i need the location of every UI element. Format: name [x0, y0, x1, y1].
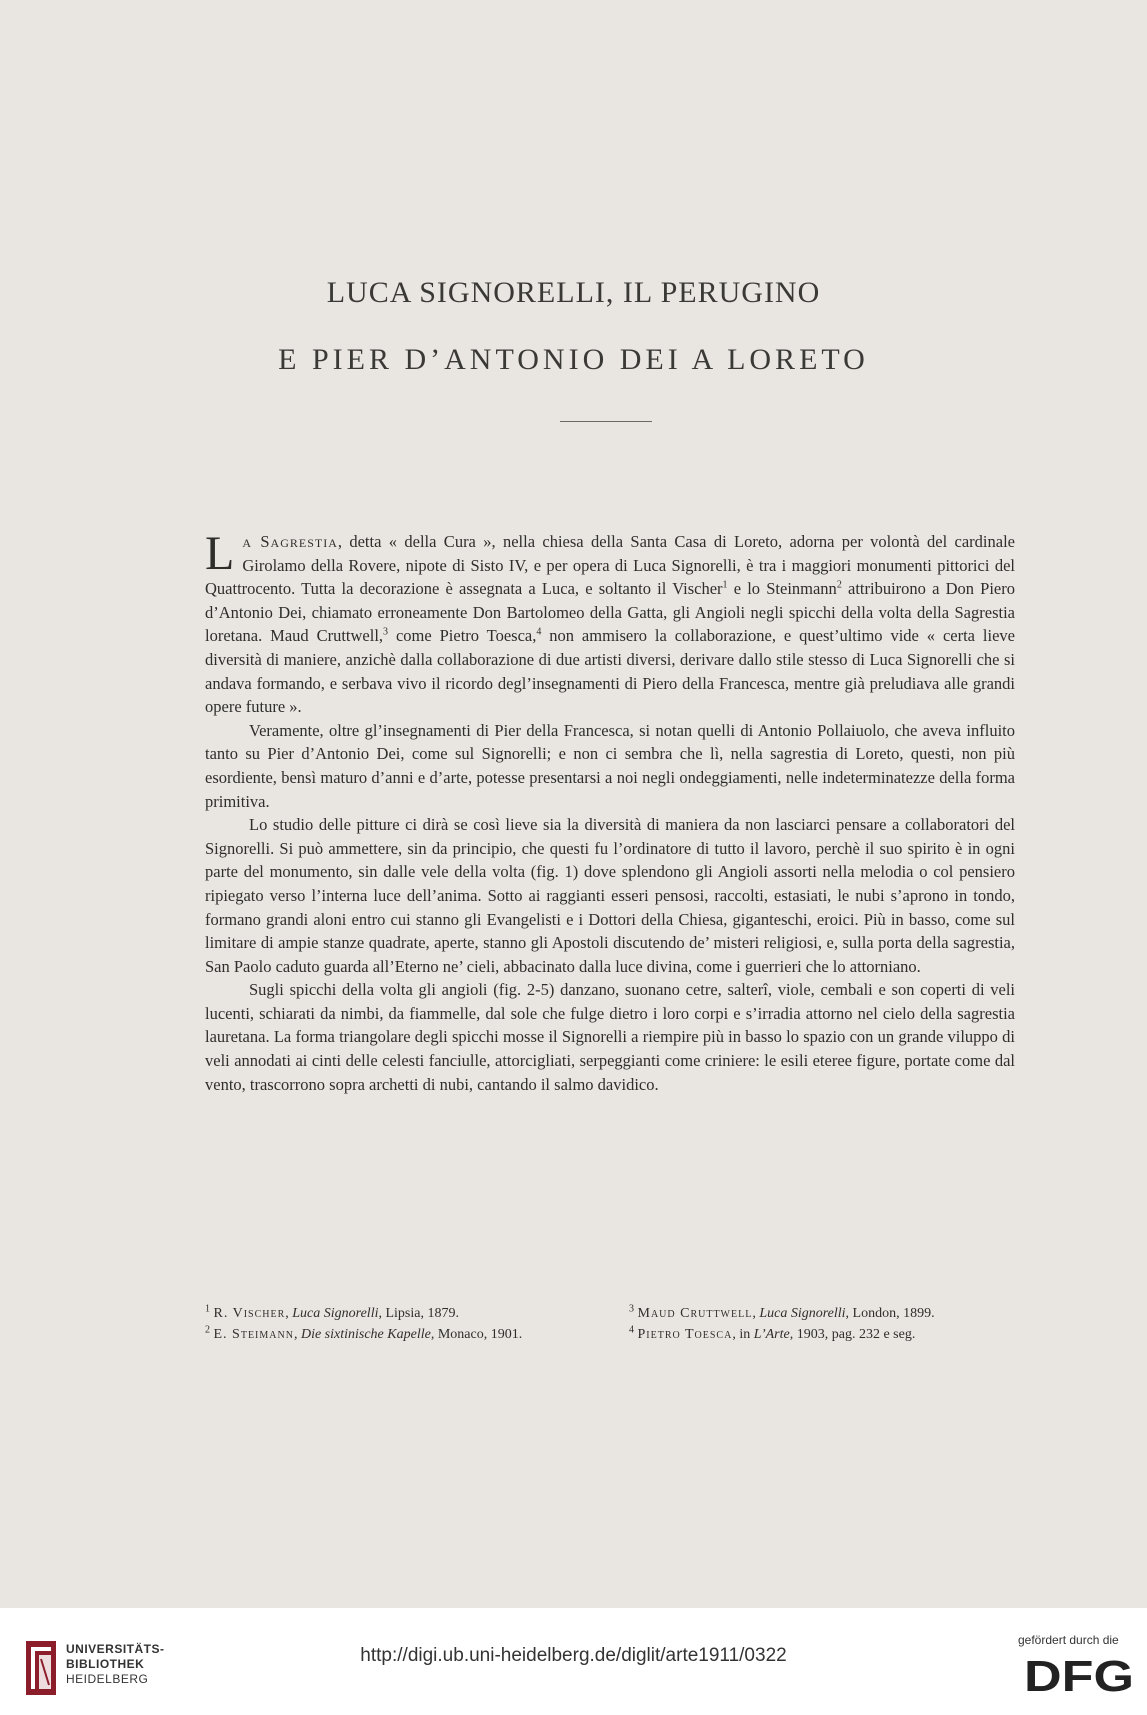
paragraph-2: Veramente, oltre gl’insegnamenti di Pier della Francesca, si notan quelli di Antonio Pollaiuolo, che aveva influito tanto su Pier d’Antonio Dei, come sul Signorelli; e non ci sembra che lì, nella sagrestia di Loreto, questi, non più esordiente, bensì maturo d’anni e d’arte, potesse presentarsi a noi negli ondeggiamenti, nelle indeterminatezze della forma primitiva.: [205, 720, 1015, 811]
opening-words: a Sagrestia: [242, 532, 338, 551]
title-divider: [560, 421, 652, 422]
article-title-line-2: E PIER D’ANTONIO DEI A LORETO: [278, 343, 869, 376]
footnote-author: Pietro Toesca: [637, 1327, 733, 1342]
footnote-2: $^2$ E. Steimann, Die sixtinische Kapelle, Monaco, 1901.: [205, 1324, 523, 1342]
library-name-line-1: UNIVERSITÄTS-: [66, 1642, 165, 1656]
drop-cap: L: [205, 527, 235, 580]
paragraph-1-text-e: non ammisero la collaborazione, e quest’ultimo vide « certa lieve diversità di maniere, anzichè dalla collaborazione di due artisti diversi, derivare dallo stile stesso di Luca Signorelli che si andava formando, e serbava vivo il ricordo degl’insegnamenti di Piero della Francesca, mentre già preludiava alle grandi opere future ».: [205, 626, 1015, 717]
dfg-logo-icon: [1024, 1653, 1136, 1695]
footnotes-right-column: [629, 1303, 1021, 1345]
footnote-number: 1: [205, 1303, 210, 1315]
paragraph-1: [205, 527, 1016, 719]
footnote-number: 4: [629, 1324, 634, 1336]
footnote-author: E. Steimann: [213, 1327, 294, 1342]
footnote-title: L’Arte: [753, 1327, 790, 1342]
footnote-details: , Monaco, 1901.: [430, 1327, 523, 1342]
article-body: [205, 527, 1016, 1096]
footnote-author: Maud Cruttwell: [637, 1306, 753, 1321]
footnote-author: R. Vischer: [213, 1306, 286, 1321]
paragraph-4: Sugli spicchi della volta gli angioli (fig. 2-5) danzano, suonano cetre, salterî, viole, cembali e son coperti di veli lucenti, schiarati da nimbi, da fiammelle, dal sole che fulge dietro i loro corpi e s’irradia attorno nel cielo della sagrestia lauretana. La forma triangolare degli spicchi mosse il Signorelli a riempire più in basso lo spazio con un grande viluppo di veli annodati ai cinti delle celesti fanciulle, attorcigliati, serpeggianti come criniere: le esili eteree figure, portate come dal vento, trascorrono sopra archetti di nubi, cantando il salmo davidico.: [205, 980, 1015, 1094]
svg-text:DFG: DFG: [1024, 1653, 1134, 1695]
footnote-number: 2: [205, 1324, 210, 1336]
footnote-4: [629, 1324, 1021, 1345]
footnotes-left-column: [205, 1303, 597, 1345]
article-title-line-1: LUCA SIGNORELLI, IL PERUGINO: [326, 276, 821, 309]
source-url[interactable]: http://digi.ub.uni-heidelberg.de/diglit/arte1911/0322: [360, 1645, 787, 1666]
footnote-title: Luca Signorelli: [759, 1306, 846, 1321]
footnote-details: , 1903, pag. 232 e seg.: [789, 1327, 916, 1342]
footnote-3: $^3$ Maud Cruttwell, Luca Signorelli, London, 1899.: [629, 1303, 935, 1321]
footnote-title: Die sixtinische Kapelle: [300, 1327, 431, 1342]
library-name-line-3: HEIDELBERG: [66, 1672, 149, 1686]
sponsor-caption: gefördert durch die: [1018, 1633, 1119, 1647]
footnote-ref-2: 2: [836, 579, 842, 591]
footnote-ref-4: 4: [536, 626, 542, 638]
footnote-title: Luca Signorelli: [292, 1306, 379, 1321]
paragraph-1-text-a: , detta « della Cura », nella chiesa della Santa Casa di Loreto, adorna per volontà del cardinale Girolamo della Rovere, nipote di Sisto IV, e per opera di Luca Signorelli, è tra i maggiori monumenti pittorici del Quattrocento. Tutta la decorazione è assegnata a Luca, e soltanto il Vischer: [205, 532, 1015, 599]
paragraph-1-text-c: attribuirono a Don Piero d’Antonio Dei, chiamato erroneamente Don Bartolomeo della Gatta, gli Angioli negli spicchi della volta della Sagrestia loretana. Maud Cruttwell,: [205, 579, 1016, 646]
footnote-details: , Lipsia, 1879.: [378, 1306, 459, 1321]
paragraph-1-text-b: e lo Steinmann: [727, 579, 837, 599]
paragraph-1-text-d: come Pietro Toesca,: [388, 626, 537, 646]
footnote-number: 3: [629, 1303, 634, 1315]
library-name-line-2: BIBLIOTHEK: [66, 1657, 145, 1671]
footnote-connector: , in: [732, 1327, 754, 1342]
paragraph-3: Lo studio delle pitture ci dirà se così lieve sia la diversità di maniera da non lasciarci pensare a collaboratori del Signorelli. Si può ammettere, sin da principio, che questi fu l’ordinatore di tutto il lavoro, perchè il suo spirito è in ogni parte del monumento, sin dalle vele della volta (fig. 1) dove splendono gli Angioli assorti nella melodia o col pensiero ripiegato verso l’interna luce dell’anima. Sotto ai raggianti esseri pensosi, raccolti, estasiati, le nubi s’aprono in tondo, formano grandi aloni entro cui stanno gli Evangelisti e i Dottori della Chiesa, giganteschi, eroici. Più in basso, come sul limitare di ampie stanze quadrate, aperte, stanno gli Apostoli discutendo de’ misteri religiosi, e, sulla porta della sagrestia, San Paolo caduto guarda all’Eterno ne’ cieli, abbacinato dalla luce divina, come i guerrieri che lo attorniano.: [205, 815, 1015, 976]
footnote-1: $^1$ R. Vischer, Luca Signorelli, Lipsia, 1879.: [205, 1303, 459, 1321]
digitization-footer: [0, 1608, 1147, 1715]
footnote-ref-3: 3: [383, 626, 389, 638]
footnote-ref-1: 1: [722, 579, 728, 591]
footnote-details: , London, 1899.: [845, 1306, 935, 1321]
